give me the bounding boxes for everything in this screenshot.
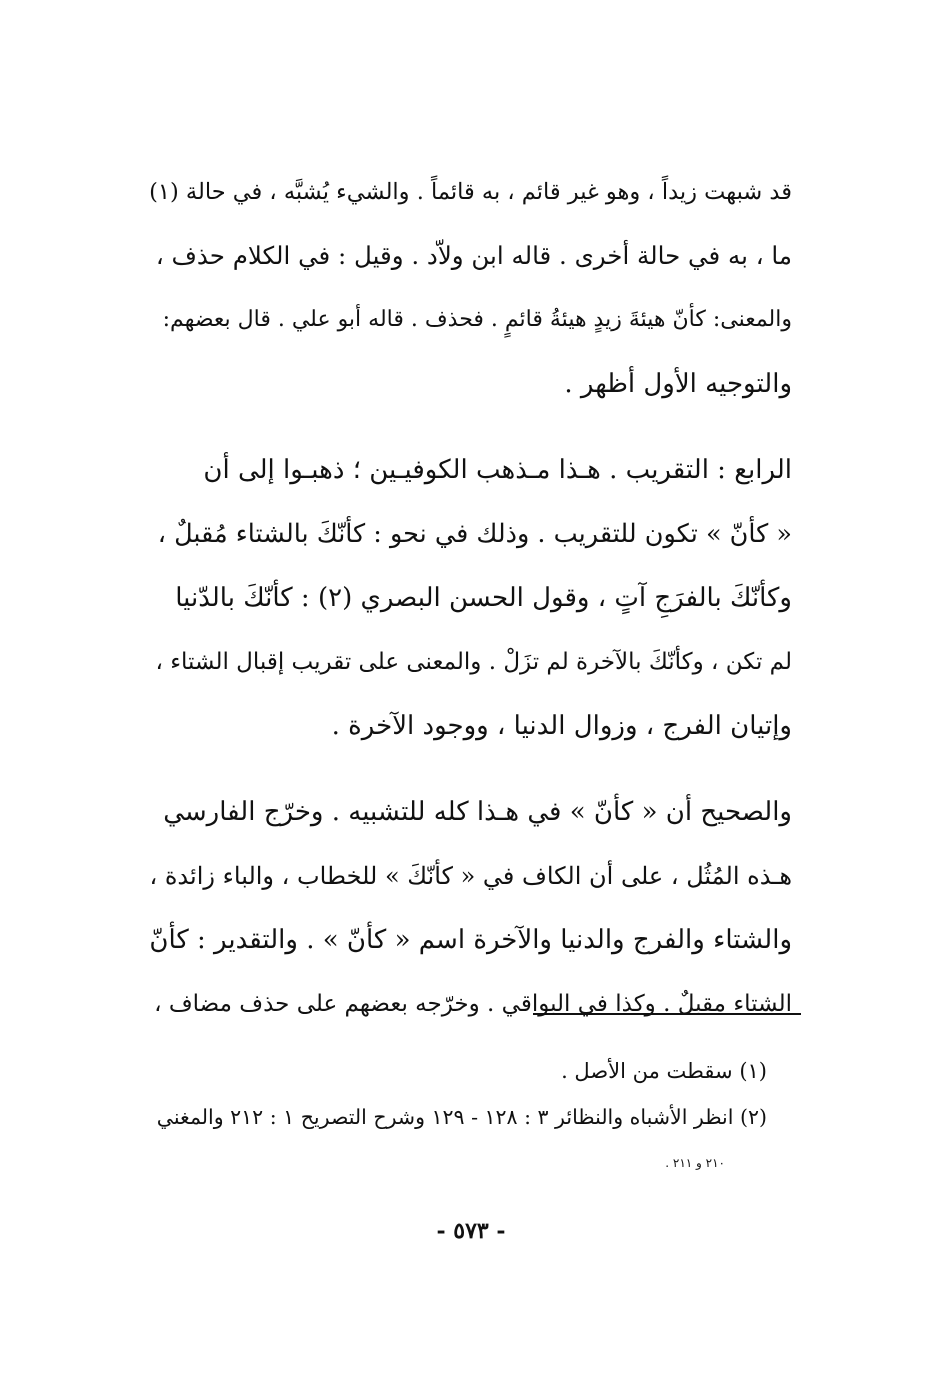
text-line: هـذه المُثُل ، على أن الكاف في « كأنّكَ » للخطاب ، والباء زائدة ،: [149, 862, 792, 890]
footnote-separator: [533, 1013, 801, 1015]
footnote-2-continuation: [147, 1140, 767, 1186]
text-line: لم تكن ، وكأنّكَ بالآخرة لم تزَلْ . والمعنى على تقريب إقبال الشتاء ،: [155, 649, 792, 675]
text-line: والمعنى: كأنّ هيئةَ زيدٍ هيئةُ قائمٍ . فحذف . قاله أبو علي . قال بعضهم:: [162, 307, 792, 332]
text-line: قد شبهت زيداً ، وهو غير قائم ، به قائماً . والشيء يُشبَّه ، في حالة (١): [149, 179, 792, 205]
footnotes: [147, 1048, 767, 1186]
footnote-text: سقطت من الأصل .: [561, 1059, 733, 1083]
text-line: ما ، به في حالة أخرى . قاله ابن ولاّد . وقيل : في الكلام حذف ،: [155, 241, 792, 270]
text-line: وإتيان الفرج ، وزوال الدنيا ، ووجود الآخرة .: [331, 711, 792, 741]
paragraph-2: [150, 438, 792, 758]
text-line: الشتاء مقبلٌ . وكذا في البواقي . وخرّجه بعضهم على حذف مضاف ،: [154, 991, 792, 1017]
footnote-marker: (٢): [739, 1105, 767, 1129]
text-line: والصحيح أن « كأنّ » في هـذا كله للتشبيه . وخرّج الفارسي: [163, 797, 792, 827]
paragraph-3: [150, 780, 792, 1036]
paragraph-spacer: [150, 416, 792, 438]
page-number: - ٥٧٣ -: [436, 1218, 506, 1244]
text-line: « كأنّ » تكون للتقريب . وذلك في نحو : كأنّكَ بالشتاء مُقبلٌ ،: [157, 519, 792, 549]
text-line: وكأنّكَ بالفرَجِ آتٍ ، وقول الحسن البصري (٢) : كأنّكَ بالدّنيا: [175, 583, 792, 613]
footnote-text: ٢١٠ و ٢١١ .: [665, 1156, 725, 1170]
footnote-marker: (١): [739, 1059, 767, 1083]
footnote-2: [147, 1094, 767, 1140]
text-line: الرابع : التقريب . هـذا مـذهب الكوفيـين ؛ ذهبـوا إلى أن: [203, 455, 792, 485]
text-line: والشتاء والفرج والدنيا والآخرة اسم « كأنّ » . والتقدير : كأنّ: [149, 925, 792, 955]
text-line: والتوجيه الأول أظهر .: [564, 369, 792, 399]
paragraph-1: [150, 160, 792, 416]
footnote-text: انظر الأشباه والنظائر ٣ : ١٢٨ - ١٢٩ وشرح التصريح ١ : ٢١٢ والمغني: [156, 1105, 734, 1129]
main-text: [150, 160, 792, 1036]
footnote-1: [147, 1048, 767, 1094]
paragraph-spacer: [150, 758, 792, 780]
